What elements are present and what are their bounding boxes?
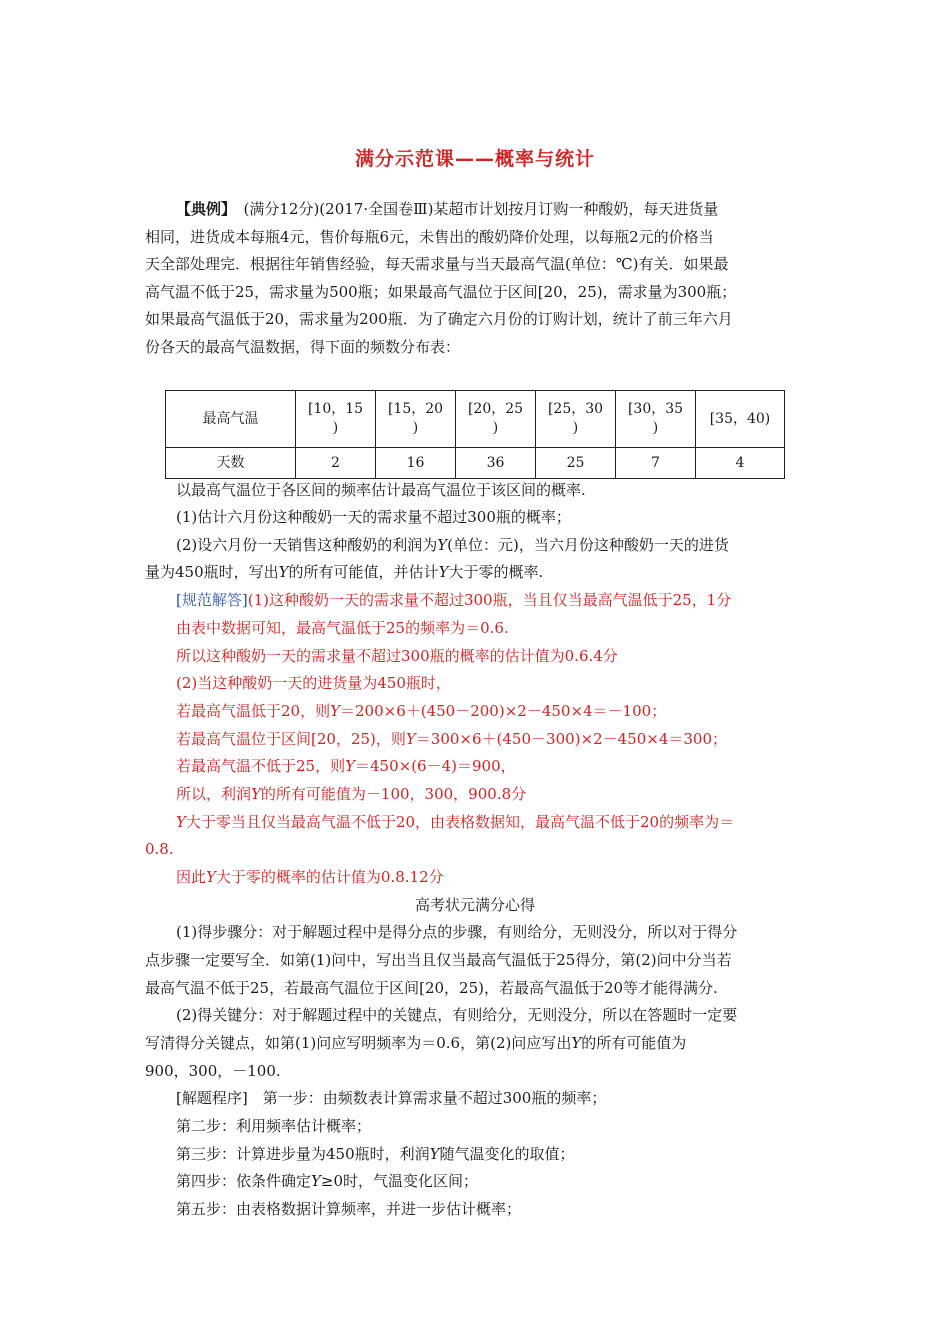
table-days-cell: 25: [536, 448, 616, 479]
procedure-step-4: 第四步：依条件确定Y≥0时，气温变化区间；: [176, 1172, 479, 1190]
example-line-6: 份各天的最高气温数据，得下面的频数分布表：: [145, 338, 461, 356]
example-tag: 【典例】: [176, 200, 229, 218]
solution-line-2: 由表中数据可知，最高气温低于25的频率为＝0.6.: [176, 619, 509, 637]
table-days-cell: 16: [376, 448, 456, 479]
experience-p2-line-3: 900，300，－100.: [145, 1062, 281, 1080]
table-interval-cell: [15，20 ): [376, 391, 456, 448]
solution-line-3: 所以这种酸奶一天的需求量不超过300瓶的概率的估计值为0.6.4分: [176, 647, 618, 665]
procedure-step-2: 第二步：利用频率估计概率；: [176, 1117, 372, 1135]
procedure-step-1: [解题程序] 第一步：由频数表计算需求量不超过300瓶的频率；: [176, 1089, 607, 1107]
table-interval-cell: [10，15 ): [296, 391, 376, 448]
experience-heading: 高考状元满分心得: [414, 896, 535, 914]
procedure-step-3: 第三步：计算进步量为450瓶时，利润Y随气温变化的取值；: [176, 1145, 575, 1163]
experience-p1-line-3: 最高气温不低于25，若最高气温位于区间[20，25)，若最高气温低于20等才能得满分.: [145, 979, 718, 997]
table-interval-cell: [25，30 ): [536, 391, 616, 448]
example-line-1: [176, 199, 810, 219]
solution-line-8: 所以，利润Y的所有可能值为－100，300，900.8分: [176, 785, 527, 803]
table-days-cell: 7: [616, 448, 696, 479]
frequency-table: [165, 390, 785, 479]
table-interval-cell: [35，40): [696, 391, 785, 448]
question-2-line-1: (2)设六月份一天销售这种酸奶的利润为Y(单位：元)，当六月份这种酸奶一天的进货: [176, 536, 729, 554]
table-interval-cell: [30，35 ): [616, 391, 696, 448]
example-line-2: 相同，进货成本每瓶4元，售价每瓶6元，未售出的酸奶降价处理，以每瓶2元的价格当: [145, 228, 714, 246]
table-days-cell: 2: [296, 448, 376, 479]
example-line-5: 如果最高气温低于20，需求量为200瓶．为了确定六月份的订购计划，统计了前三年六月: [145, 310, 733, 328]
question-1: (1)估计六月份这种酸奶一天的需求量不超过300瓶的概率；: [176, 508, 571, 526]
solution-tag: [规范解答]: [176, 591, 248, 609]
table-row-label: 天数: [166, 448, 296, 479]
example-text-1: (满分12分)(2017·全国卷Ⅲ)某超市计划按月订购一种酸奶，每天进货量: [228, 200, 719, 218]
question-2-line-2: 量为450瓶时，写出Y的所有可能值，并估计Y大于零的概率.: [145, 563, 544, 581]
solution-line-10: 0.8.: [145, 840, 174, 858]
example-line-3: 天全部处理完．根据往年销售经验，每天需求量与当天最高气温(单位：℃)有关．如果最: [145, 255, 729, 273]
solution-line-11: 因此Y大于零的概率的估计值为0.8.12分: [176, 868, 444, 886]
table-row-temperature: [166, 391, 785, 448]
experience-p2-line-2: 写清得分关键点，如第(1)问应写明频率为＝0.6，第(2)问应写出Y的所有可能值为: [145, 1034, 687, 1052]
solution-line-1: [规范解答](1)这种酸奶一天的需求量不超过300瓶，当且仅当最高气温低于25，1分: [176, 591, 732, 609]
example-line-4: 高气温不低于25，需求量为500瓶；如果最高气温位于区间[20，25)，需求量为300瓶；: [145, 283, 737, 301]
solution-line-5: 若最高气温低于20，则Y＝200×6＋(450－200)×2－450×4＝－100；: [176, 702, 667, 720]
procedure-step-5: 第五步：由表格数据计算频率，并进一步估计概率；: [176, 1200, 522, 1218]
solution-line-4: (2)当这种酸奶一天的进货量为450瓶时，: [176, 674, 451, 692]
table-header-label: 最高气温: [166, 391, 296, 448]
procedure-tag: [解题程序]: [176, 1089, 248, 1107]
solution-line-6: 若最高气温位于区间[20，25)，则Y＝300×6＋(450－300)×2－450×4＝300；: [176, 730, 727, 748]
table-days-cell: 4: [696, 448, 785, 479]
question-note: 以最高气温位于各区间的频率估计最高气温位于该区间的概率.: [176, 481, 586, 499]
table-row-days: [166, 448, 785, 479]
experience-p2-line-1: (2)得关键分：对于解题过程中的关键点，有则给分，无则没分，所以在答题时一定要: [176, 1006, 738, 1024]
page-title: 满分示范课——概率与统计: [354, 148, 595, 170]
table-days-cell: 36: [456, 448, 536, 479]
experience-p1-line-1: (1)得步骤分：对于解题过程中是得分点的步骤，有则给分，无则没分，所以对于得分: [176, 923, 738, 941]
table-interval-cell: [20，25 ): [456, 391, 536, 448]
experience-p1-line-2: 点步骤一定要写全．如第(1)问中，写出当且仅当最高气温低于25得分，第(2)问中分当若: [145, 951, 732, 969]
solution-line-7: 若最高气温不低于25，则Y＝450×(6－4)＝900，: [176, 757, 516, 775]
solution-line-9: Y大于零当且仅当最高气温不低于20，由表格数据知，最高气温不低于20的频率为＝: [176, 813, 735, 831]
